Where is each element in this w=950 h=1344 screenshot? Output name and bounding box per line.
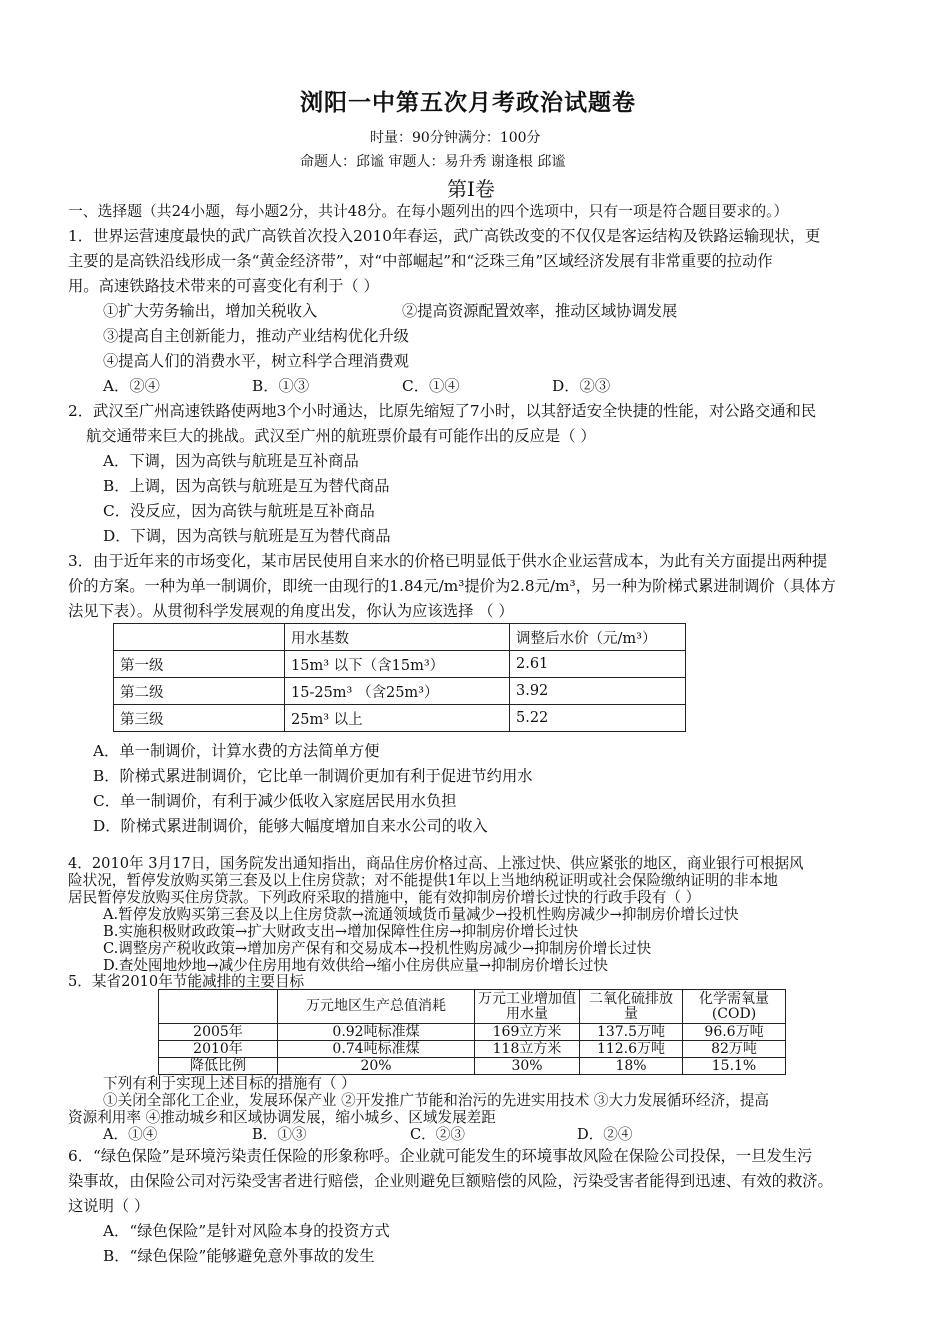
- table-header-row: [159, 990, 786, 1024]
- statement-item: ②提高资源配置效率，推动区域协调发展: [402, 302, 678, 320]
- table-cell: 第一级: [114, 651, 285, 678]
- table-cell: 化学需氧量(COD): [683, 990, 786, 1024]
- question-text-line: 4．2010年 3月17日，国务院发出通知指出，商品住房价格过高、上涨过快、供应紧张的地区，商业银行可根据风: [68, 855, 804, 872]
- table-cell: [114, 624, 285, 651]
- table-row: [159, 1058, 786, 1075]
- question-text-line: 下列有利于实现上述目标的措施有（ ）: [103, 1075, 356, 1092]
- table-cell: 3.92: [510, 678, 686, 705]
- table-row: [159, 1041, 786, 1058]
- table-cell: 2010年: [159, 1041, 278, 1058]
- page-title: 浏阳一中第五次月考政治试题卷: [300, 90, 636, 116]
- answer-option: D．下调，因为高铁与航班是互为替代商品: [103, 527, 391, 545]
- answer-option: A．①④: [103, 1126, 158, 1143]
- table-cell: 112.6万吨: [580, 1041, 683, 1058]
- table-cell: 2.61: [510, 651, 686, 678]
- answer-option: A．单一制调价，计算水费的方法简单方便: [93, 742, 380, 760]
- question-text-line: 航交通带来巨大的挑战。武汉至广州的航班票价最有可能作出的反应是（ ）: [86, 427, 596, 445]
- table-cell: 2005年: [159, 1024, 278, 1041]
- question-text-line: 6．“绿色保险”是环境污染责任保险的形象称呼。企业就可能发生的环境事故风险在保险公司投保，一旦发生污: [68, 1147, 813, 1165]
- answer-option: A．②④: [103, 377, 160, 395]
- table-cell: 调整后水价（元/m³）: [510, 624, 686, 651]
- table-cell: 二氧化硫排放量: [580, 990, 683, 1024]
- table-cell: 169立方米: [475, 1024, 580, 1041]
- table-cell: [159, 990, 278, 1024]
- statement-item: ①扩大劳务输出，增加关税收入: [103, 302, 318, 320]
- answer-option: D．阶梯式累进制调价，能够大幅度增加自来水公司的收入: [93, 817, 488, 835]
- answer-option: C．①④: [402, 377, 460, 395]
- table-cell: 30%: [475, 1058, 580, 1075]
- exam-authors: 命题人：邱谧 审题人：易升秀 谢逢根 邱谧: [300, 154, 566, 170]
- question-text-line: 险状况，暂停发放购买第三套及以上住房贷款；对不能提供1年以上当地纳税证明或社会保险缴纳证明的非本地: [68, 872, 778, 889]
- answer-option: B．上调，因为高铁与航班是互为替代商品: [103, 477, 390, 495]
- question-intro: 5．某省2010年节能减排的主要目标: [68, 973, 305, 990]
- answer-option: B．①③: [252, 377, 310, 395]
- answer-option: A．下调，因为高铁与航班是互补商品: [103, 452, 359, 470]
- exam-time-info: 时量：90分钟满分：100分: [370, 130, 541, 146]
- table-row: [114, 678, 686, 705]
- water-price-table: [113, 623, 686, 732]
- table-cell: 25m³ 以上: [285, 705, 510, 732]
- answer-option: D．②④: [577, 1126, 633, 1143]
- question-text-line: 这说明（ ）: [68, 1197, 150, 1215]
- section-intro: 一、选择题（共24小题，每小题2分，共计48分。在每小题列出的四个选项中，只有一项是符合题目要求的。）: [68, 203, 789, 220]
- question-text-line: 居民暂停发放购买住房贷款。下列政府采取的措施中，能有效抑制房价增长过快的行政手段有（ ）: [68, 889, 701, 906]
- table-cell: 第三级: [114, 705, 285, 732]
- question-text-line: 用。高速铁路技术带来的可喜变化有利于（ ）: [68, 277, 379, 295]
- answer-option: D.查处囤地炒地→减少住房用地有效供给→缩小住房供应量→抑制房价增长过快: [103, 957, 608, 974]
- table-header-row: [114, 624, 686, 651]
- answer-option: B．①③: [252, 1126, 307, 1143]
- question-text-line: 2．武汉至广州高速铁路使两地3个小时通达，比原先缩短了7小时，以其舒适安全快捷的性能，对公路交通和民: [68, 402, 817, 420]
- statement-item: ③提高自主创新能力，推动产业结构优化升级: [103, 327, 409, 345]
- table-cell: 118立方米: [475, 1041, 580, 1058]
- answer-option: C．单一制调价，有利于减少低收入家庭居民用水负担: [93, 792, 457, 810]
- answer-option: B．“绿色保险”能够避免意外事故的发生: [103, 1247, 375, 1265]
- answer-option: C．②③: [410, 1126, 465, 1143]
- table-cell: 137.5万吨: [580, 1024, 683, 1041]
- energy-target-table: [158, 989, 786, 1075]
- answer-option: C.调整房产税收政策→增加房产保有和交易成本→投机性购房减少→抑制房价增长过快: [103, 940, 652, 957]
- statement-item: ④提高人们的消费水平，树立科学合理消费观: [103, 352, 409, 370]
- table-row: [114, 705, 686, 732]
- table-cell: 第二级: [114, 678, 285, 705]
- table-cell: 15.1%: [683, 1058, 786, 1075]
- question-text-line: 3．由于近年来的市场变化，某市居民使用自来水的价格已明显低于供水企业运营成本，为此有关方面提出两种提: [68, 552, 828, 570]
- table-cell: 96.6万吨: [683, 1024, 786, 1041]
- table-cell: 18%: [580, 1058, 683, 1075]
- table-cell: 用水基数: [285, 624, 510, 651]
- volume-heading: 第Ⅰ卷: [447, 177, 495, 201]
- question-text-line: 价的方案。一种为单一制调价，即统一由现行的1.84元/m³提价为2.8元/m³，另一种为阶梯式累进制调价（具体方: [68, 577, 836, 595]
- table-cell: 5.22: [510, 705, 686, 732]
- answer-option: A．“绿色保险”是针对风险本身的投资方式: [103, 1222, 390, 1240]
- table-cell: 15-25m³ （含25m³）: [285, 678, 510, 705]
- answer-option: D．②③: [552, 377, 611, 395]
- table-cell: 82万吨: [683, 1041, 786, 1058]
- table-cell: 20%: [278, 1058, 475, 1075]
- table-cell: 15m³ 以下（含15m³）: [285, 651, 510, 678]
- table-row: [114, 651, 686, 678]
- table-cell: 万元地区生产总值消耗: [278, 990, 475, 1024]
- statement-item: ①关闭全部化工企业，发展环保产业 ②开发推广节能和治污的先进实用技术 ③大力发展循环经济，提高: [103, 1092, 770, 1109]
- answer-option: A.暂停发放购买第三套及以上住房贷款→流通领域货币量减少→投机性购房减少→抑制房价增长过快: [103, 906, 739, 923]
- statement-item: 资源利用率 ④推动城乡和区域协调发展，缩小城乡、区域发展差距: [68, 1109, 496, 1126]
- answer-option: B.实施积极财政政策→扩大财政支出→增加保障性住房→抑制房价增长过快: [103, 923, 579, 940]
- question-text-line: 染事故，由保险公司对污染受害者进行赔偿，企业则避免巨额赔偿的风险，污染受害者能得到迅速、有效的救济。: [68, 1172, 833, 1190]
- answer-option: C．没反应，因为高铁与航班是互补商品: [103, 502, 375, 520]
- table-cell: 0.92吨标准煤: [278, 1024, 475, 1041]
- table-row: [159, 1024, 786, 1041]
- answer-option: B．阶梯式累进制调价，它比单一制调价更加有利于促进节约用水: [93, 767, 533, 785]
- table-cell: 万元工业增加值用水量: [475, 990, 580, 1024]
- question-text-line: 1．世界运营速度最快的武广高铁首次投入2010年春运，武广高铁改变的不仅仅是客运结构及铁路运输现状，更: [68, 227, 821, 245]
- table-cell: 0.74吨标准煤: [278, 1041, 475, 1058]
- table-cell: 降低比例: [159, 1058, 278, 1075]
- question-text-line: 法见下表）。从贯彻科学发展观的角度出发，你认为应该选择 （ ）: [68, 602, 514, 620]
- question-text-line: 主要的是高铁沿线形成一条“黄金经济带”，对“中部崛起”和“泛珠三角”区域经济发展有非常重要的拉动作: [68, 252, 773, 270]
